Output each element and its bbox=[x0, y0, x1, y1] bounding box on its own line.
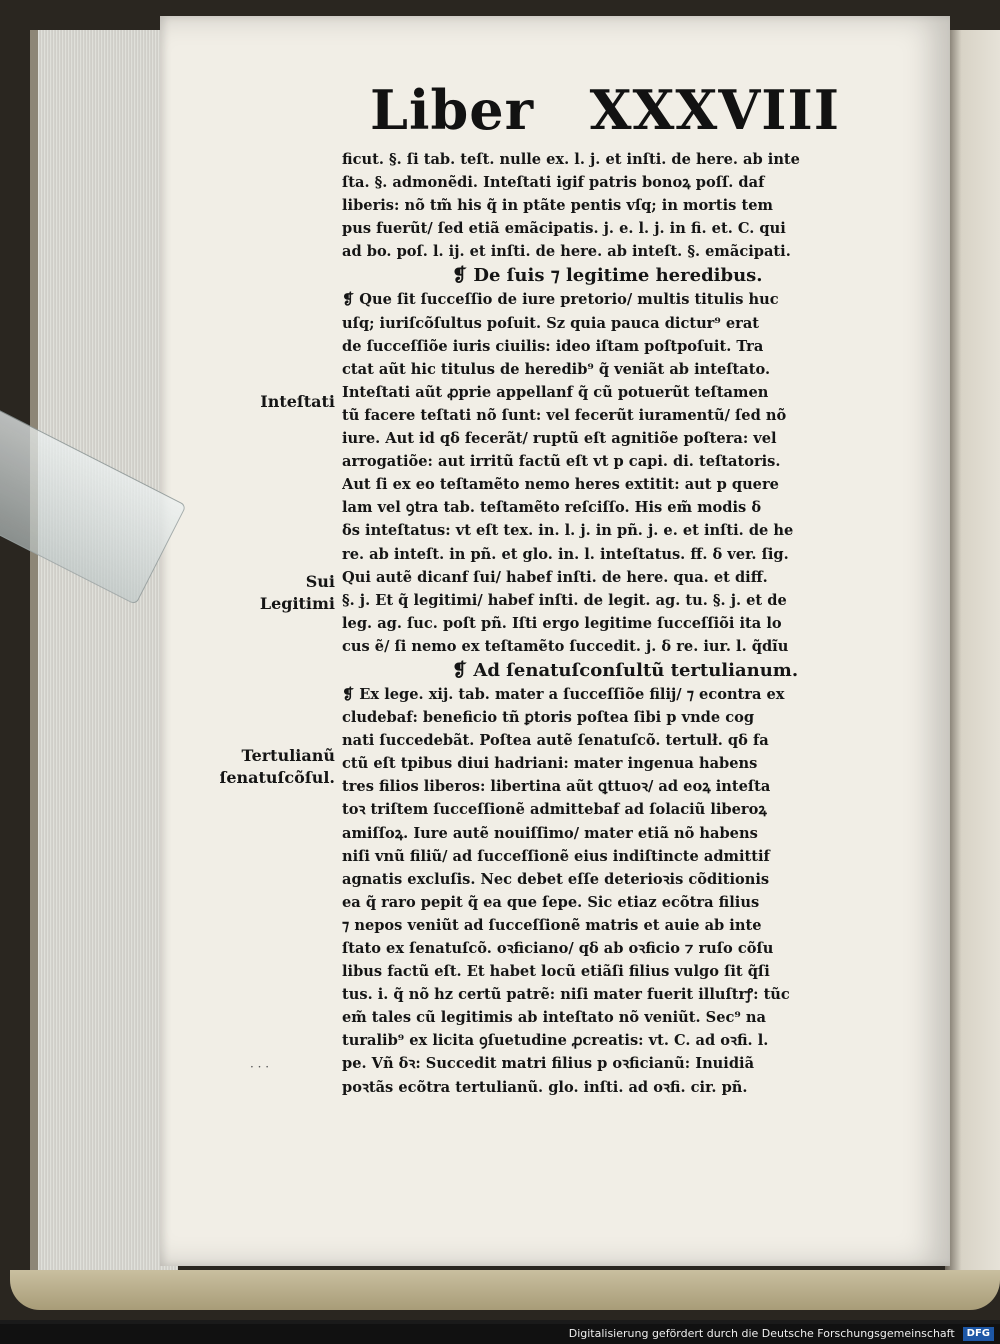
text-line: ad bo. poſ. l. ij. et inſti. de here. ab inteſt. §. emãcipati. bbox=[342, 243, 791, 261]
text-line: pe. Vñ δꝛ: Succedit matri filius p oꝛficianũ: Inuidiã bbox=[342, 1055, 755, 1073]
text-line: cus ẽ/ ſi nemo ex teſtamẽto ſuccedit. j. δ re. iur. l. q̃dĩu bbox=[342, 637, 789, 655]
text-line: Aut ſi ex eo teſtamẽto nemo heres extitit: aut p quere bbox=[342, 476, 779, 494]
text-line: turalib⁹ ex licita ꝯſuetudine ꝓcreatis: vt. C. ad oꝛfi. l. bbox=[342, 1032, 769, 1050]
text-line: libus factũ eſt. Et habet locũ etiãſi filius vulgo ſit q̃ſi bbox=[342, 963, 770, 981]
text-line: ſta. §. admonẽdi. Inteſtati igif patris bonoꝝ poſſ. daf bbox=[342, 174, 765, 192]
margin-note-intestati: Inteſtati bbox=[260, 392, 335, 411]
text-line: δs inteſtatus: vt eſt tex. in. l. j. in pñ. j. e. et inſti. de he bbox=[342, 522, 794, 540]
text-line: pus fuerũt/ ſed etiã emãcipatis. j. e. l. j. in fi. et. C. qui bbox=[342, 220, 786, 238]
text-line: arrogatiõe: aut irritũ factũ eſt vt p capi. di. teſtatoris. bbox=[342, 453, 781, 471]
text-line: tũ facere teſtati nõ ſunt: vel fecerũt iuramentũ/ ſed nõ bbox=[342, 406, 787, 424]
digitization-footer bbox=[0, 1324, 1000, 1344]
margin-note-legitimi: Legitimi bbox=[259, 594, 335, 613]
text-line: ❡ Que ſit ſucceſſio de iure pretorio/ multis titulis huc bbox=[342, 291, 779, 309]
footer-credit: Digitalisierung gefördert durch die Deutsche Forschungsgemeinschaft bbox=[568, 1327, 955, 1340]
text-line: tus. i. q̃ nõ hz certũ patrẽ: niſi mater fuerit illuſtrꝭ: tũc bbox=[342, 986, 790, 1004]
text-line: ctat aũt hic titulus de heredib⁹ q̃ veniãt ab inteſtato. bbox=[342, 360, 771, 378]
text-line: re. ab inteſt. in pñ. et glo. in. l. inteſtatus. ff. δ ver. ſig. bbox=[342, 545, 789, 563]
text-line: liberis: nõ tm̃ his q̃ in ptãte pentis vſq; in mortis tem bbox=[342, 197, 773, 215]
text-line: Qui autẽ dicanf ſui/ habef inſti. de here. qua. et diff. bbox=[342, 568, 768, 586]
text-line: agnatis excluſis. Nec debet eſſe deterioꝛis cõditionis bbox=[342, 870, 770, 888]
text-line: amiſſoꝝ. Iure autẽ nouiſſimo/ mater etiã nõ habens bbox=[342, 824, 758, 842]
text-line: iure. Aut id qδ fecerãt/ ruptũ eſt agnitiõe poſtera: vel bbox=[342, 430, 777, 448]
text-line: de ſucceſſiõe iuris ciuilis: ideo iſtam poſtpoſuit. Tra bbox=[342, 337, 764, 355]
text-line: niſi vnũ filiũ/ ad ſucceſſionẽ eius indiſtincte admittif bbox=[342, 847, 770, 865]
text-line: em̃ tales cũ legitimis ab inteſtato nõ veniũt. Sec⁹ na bbox=[342, 1009, 766, 1027]
text-line: ficut. §. ſi tab. teſt. nulle ex. l. j. et inſti. de here. ab inte bbox=[342, 151, 800, 168]
text-line: §. j. Et q̃ legitimi/ habef inſti. de legit. ag. tu. §. j. et de bbox=[342, 591, 787, 609]
section-heading-tertulianum: ❡ Ad ſenatuſconſultũ tertulianum. bbox=[452, 659, 799, 681]
heading-numeral: XXXVIII bbox=[589, 78, 840, 142]
section-heading-de-suis: ❡ De ſuis ⁊ legitime heredibus. bbox=[452, 265, 763, 287]
text-line: uſq; iuriſcõſultus poſuit. Sz quia pauca dictur⁹ erat bbox=[342, 314, 760, 332]
text-line: ⁊ nepos veniũt ad ſucceſſionẽ matris et auie ab inte bbox=[342, 916, 762, 934]
book-fore-edge bbox=[30, 30, 178, 1270]
text-line: ea q̃ raro pepit q̃ ea que ſepe. Sic etiaz ecõtra filius bbox=[342, 893, 760, 911]
text-line: ſtato ex ſenatuſcõ. oꝛficiano/ qδ ab oꝛficio ⁊ ruſo cõſu bbox=[342, 940, 774, 957]
text-line: poꝛtãs ecõtra tertulianũ. glo. inſti. ad oꝛfi. cir. pñ. bbox=[342, 1078, 748, 1096]
main-text-column bbox=[342, 148, 872, 1099]
heading-liber: Liber bbox=[370, 78, 535, 142]
margin-note-sui: Sui bbox=[305, 572, 335, 591]
margin-note-tertulianu: Tertulianũ bbox=[241, 746, 335, 765]
dfg-logo-icon: DFG bbox=[963, 1327, 994, 1341]
ink-specks: · · · bbox=[250, 1060, 270, 1074]
text-line: tres filios liberos: libertina aũt ꝗttuoꝛ/ ad eoꝝ inteſta bbox=[342, 778, 771, 796]
text-line: toꝛ triſtem ſucceſſionẽ admittebaf ad ſolaciũ liberoꝝ bbox=[342, 801, 767, 819]
book-cover-edge bbox=[10, 1270, 1000, 1310]
facing-page-edge bbox=[945, 30, 1000, 1270]
text-line: ❡ Ex lege. xij. tab. mater a ſucceſſiõe filij/ ⁊ econtra ex bbox=[342, 685, 785, 703]
running-heading bbox=[370, 72, 840, 142]
text-line: lam vel ꝯtra tab. teſtamẽto reſciſſo. His em̃ modis δ bbox=[342, 499, 762, 517]
margin-note-senatuscosul: ſenatuſcõſul. bbox=[219, 768, 335, 787]
text-line: leg. ag. ſuc. poſt pñ. Iſti ergo legitime ſucceſſiõi ita lo bbox=[342, 614, 782, 632]
text-line: nati ſuccedebãt. Poſtea autẽ ſenatuſcõ. tertulł. qδ fa bbox=[342, 732, 769, 750]
text-line: cludebaf: beneficio tñ ꝑtoris poſtea ſibi p vnde cog bbox=[342, 709, 755, 727]
text-line: ctũ eſt tpibus diui hadriani: mater ingenua habens bbox=[342, 755, 758, 773]
text-line: Inteſtati aũt ꝓprie appellanf q̃ cũ potuerũt teſtamen bbox=[342, 383, 769, 401]
